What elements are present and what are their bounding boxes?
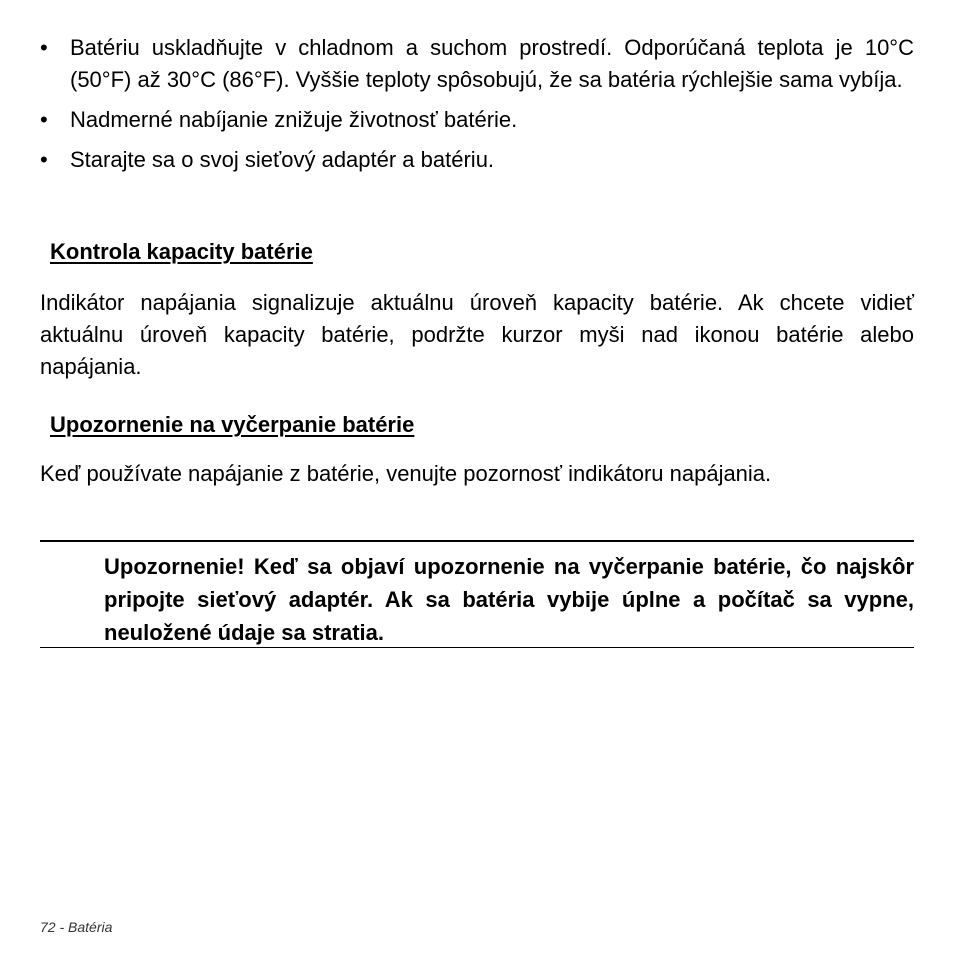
section-paragraph-capacity: Indikátor napájania signalizuje aktuálnu úroveň kapacity batérie. Ak chcete vidieť aktuálnu úroveň kapacity batérie, podržte kurzor myši nad ikonou batérie alebo napájania. xyxy=(40,290,914,379)
list-item-text: Batériu uskladňujte v chladnom a suchom prostredí. Odporúčaná teplota je 10°C (50°F) až 30°C (86°F). Vyššie teploty spôsobujú, že sa batéria rýchlejšie sama vybíja. xyxy=(70,35,914,92)
bullet-icon: • xyxy=(40,147,48,172)
section-heading-low-battery: Upozornenie na vyčerpanie batérie xyxy=(50,412,415,437)
bullet-icon: • xyxy=(40,35,48,60)
list-item-text: Nadmerné nabíjanie znižuje životnosť batérie. xyxy=(70,107,518,132)
warning-notice-box xyxy=(40,540,914,648)
list-item xyxy=(40,144,914,176)
document-page xyxy=(40,0,914,954)
list-item xyxy=(40,32,914,96)
section-paragraph-low-battery: Keď používate napájanie z batérie, venujte pozornosť indikátoru napájania. xyxy=(40,461,772,486)
section-heading-capacity: Kontrola kapacity batérie xyxy=(50,239,313,264)
battery-care-list xyxy=(40,32,914,184)
list-item xyxy=(40,104,914,136)
bullet-icon: • xyxy=(40,107,48,132)
list-item-text: Starajte sa o svoj sieťový adaptér a batériu. xyxy=(70,147,495,172)
page-footer-label: 72 - Batéria xyxy=(40,919,113,935)
warning-notice-text: Upozornenie! Keď sa objaví upozornenie na vyčerpanie batérie, čo najskôr pripojte sieťový adaptér. Ak sa batéria vybije úplne a počítač sa vypne, neuložené údaje sa stratia. xyxy=(104,554,914,645)
